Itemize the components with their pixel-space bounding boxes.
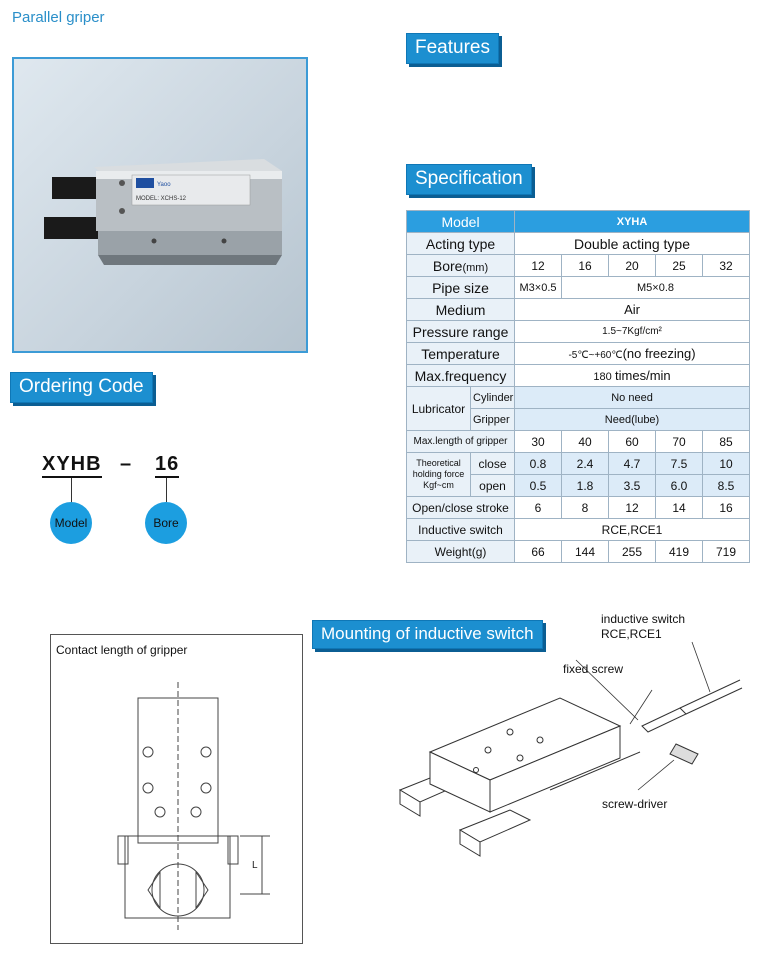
spec-freq-number: 180	[593, 371, 612, 383]
spec-lub-cyl-value: No need	[515, 387, 750, 409]
spec-stroke-cell: 8	[562, 497, 609, 519]
spec-model-value: XYHA	[515, 211, 750, 233]
spec-maxlen-cell: 30	[515, 431, 562, 453]
spec-temp-value	[515, 343, 750, 365]
spec-bore-cell: 16	[562, 255, 609, 277]
spec-theo-line1: Theoretical	[416, 458, 461, 468]
spec-weight-cell: 255	[609, 541, 656, 563]
spec-row-switch	[407, 519, 750, 541]
spec-open-cell: 6.0	[656, 475, 703, 497]
ordering-model-code: XYHB	[42, 453, 102, 478]
callout-fixed-screw: fixed screw	[563, 662, 624, 676]
spec-bore-unit: (mm)	[462, 261, 489, 274]
spec-acting-label: Acting type	[407, 233, 515, 255]
spec-open-cell: 0.5	[515, 475, 562, 497]
spec-temp-note: (no freezing)	[622, 346, 696, 361]
spec-weight-cell: 144	[562, 541, 609, 563]
photo-label-plate: MODEL: XCHS-12	[136, 196, 187, 202]
spec-row-model	[407, 211, 750, 233]
mounting-header: Mounting of inductive switch	[312, 620, 543, 649]
spec-close-cell: 7.5	[656, 453, 703, 475]
spec-switch-label: Inductive switch	[407, 519, 515, 541]
contact-dim-label: L	[252, 860, 258, 871]
spec-row-acting	[407, 233, 750, 255]
spec-bore-label	[407, 255, 515, 277]
photo-brand: Yaoo	[157, 182, 171, 188]
spec-switch-value: RCE,RCE1	[515, 519, 750, 541]
spec-maxlen-cell: 85	[703, 431, 750, 453]
spec-close-cell: 0.8	[515, 453, 562, 475]
spec-stroke-cell: 16	[703, 497, 750, 519]
spec-maxlen-label: Max.length of gripper	[407, 431, 515, 453]
spec-row-pipe	[407, 277, 750, 299]
spec-pipe-label: Pipe size	[407, 277, 515, 299]
callout-screw-driver: screw-driver	[602, 797, 668, 811]
spec-theo-line2: holding force	[412, 469, 465, 479]
gripper-photo-illustration	[14, 59, 306, 351]
features-header: Features	[406, 33, 499, 64]
spec-open-cell: 8.5	[703, 475, 750, 497]
ordering-code-header: Ordering Code	[10, 372, 153, 403]
spec-stroke-cell: 14	[656, 497, 703, 519]
spec-open-cell: 1.8	[562, 475, 609, 497]
spec-bore-cell: 32	[703, 255, 750, 277]
callout-inductive-switch: inductive switch	[601, 612, 686, 626]
spec-temp-label: Temperature	[407, 343, 515, 365]
spec-model-label: Model	[407, 211, 515, 233]
spec-pipe-large: M5×0.8	[562, 277, 750, 299]
spec-stroke-cell: 12	[609, 497, 656, 519]
spec-pipe-small: M3×0.5	[515, 277, 562, 299]
spec-weight-cell: 719	[703, 541, 750, 563]
specification-header: Specification	[406, 164, 532, 195]
spec-pressure-label: Pressure range	[407, 321, 515, 343]
spec-lub-cyl-label: Cylinder	[471, 387, 515, 409]
spec-close-cell: 10	[703, 453, 750, 475]
spec-theo-line3: Kgf~cm	[423, 480, 454, 490]
spec-maxlen-cell: 70	[656, 431, 703, 453]
spec-pressure-value: 1.5~7Kgf/cm²	[515, 321, 750, 343]
callout-switch-models: RCE,RCE1	[601, 627, 662, 641]
spec-row-frequency	[407, 365, 750, 387]
spec-row-temperature	[407, 343, 750, 365]
specification-table	[406, 210, 750, 563]
spec-lub-grip-value: Need(lube)	[515, 409, 750, 431]
spec-lub-label: Lubricator	[407, 387, 471, 431]
contact-length-title: Contact length of gripper	[56, 643, 188, 657]
ordering-bore-code: 16	[155, 453, 179, 478]
spec-weight-cell: 66	[515, 541, 562, 563]
spec-row-maxlength	[407, 431, 750, 453]
spec-open-label: open	[471, 475, 515, 497]
spec-temp-range: -5℃~+60℃	[568, 350, 623, 361]
page-title: Parallel griper	[12, 9, 105, 26]
product-photo	[12, 57, 308, 353]
spec-bore-cell: 25	[656, 255, 703, 277]
spec-bore-cell: 12	[515, 255, 562, 277]
spec-theo-label	[407, 453, 471, 497]
spec-row-weight	[407, 541, 750, 563]
spec-row-close	[407, 453, 750, 475]
spec-stroke-label: Open/close stroke	[407, 497, 515, 519]
spec-bore-cell: 20	[609, 255, 656, 277]
spec-row-medium	[407, 299, 750, 321]
spec-freq-label: Max.frequency	[407, 365, 515, 387]
spec-medium-value: Air	[515, 299, 750, 321]
spec-close-label: close	[471, 453, 515, 475]
spec-close-cell: 4.7	[609, 453, 656, 475]
spec-weight-cell: 419	[656, 541, 703, 563]
ordering-connector-bore	[166, 478, 167, 502]
spec-row-pressure	[407, 321, 750, 343]
contact-length-diagram	[100, 680, 290, 935]
spec-row-bore	[407, 255, 750, 277]
spec-stroke-cell: 6	[515, 497, 562, 519]
spec-acting-value: Double acting type	[515, 233, 750, 255]
spec-row-stroke	[407, 497, 750, 519]
spec-lub-grip-label: Gripper	[471, 409, 515, 431]
spec-freq-value	[515, 365, 750, 387]
spec-row-lub-cylinder	[407, 387, 750, 409]
spec-close-cell: 2.4	[562, 453, 609, 475]
model-bubble: Model	[50, 502, 92, 544]
spec-open-cell: 3.5	[609, 475, 656, 497]
spec-weight-label: Weight(g)	[407, 541, 515, 563]
spec-freq-unit: times/min	[615, 368, 671, 383]
spec-maxlen-cell: 40	[562, 431, 609, 453]
spec-bore-label-text: Bore	[432, 257, 463, 274]
bore-bubble: Bore	[145, 502, 187, 544]
ordering-dash: –	[120, 453, 133, 475]
spec-medium-label: Medium	[407, 299, 515, 321]
spec-maxlen-cell: 60	[609, 431, 656, 453]
